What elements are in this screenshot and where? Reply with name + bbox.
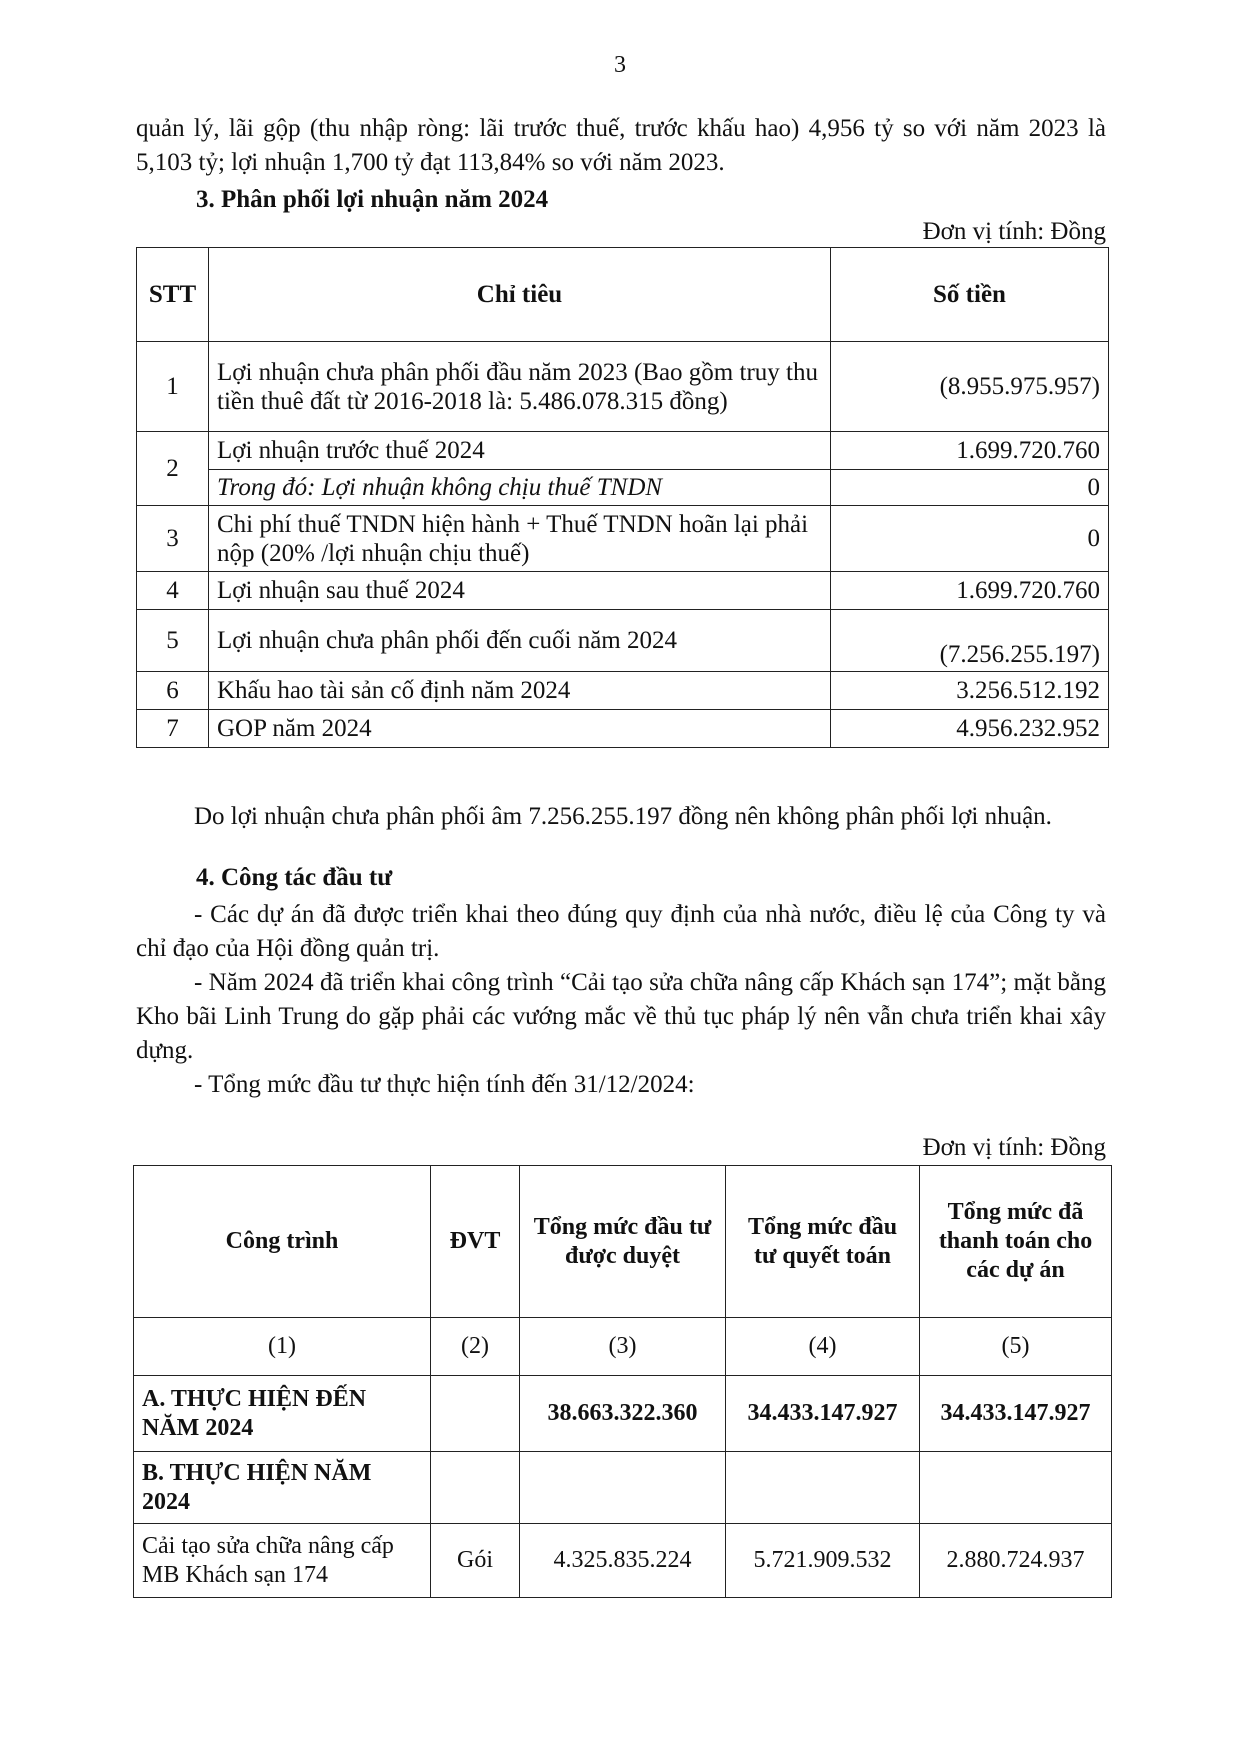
row-stt: 1 — [137, 342, 209, 432]
table-row — [137, 470, 1109, 506]
row-project: A. THỰC HIỆN ĐẾN NĂM 2024 — [134, 1376, 431, 1452]
row-project: Cải tạo sửa chữa nâng cấp MB Khách sạn 174 — [134, 1524, 431, 1598]
row-item: Khấu hao tài sản cố định năm 2024 — [209, 672, 831, 710]
table-row — [134, 1376, 1112, 1452]
unit-label-1: Đơn vị tính: Đồng — [922, 218, 1106, 245]
column-number: (5) — [920, 1318, 1112, 1376]
row-sub-item: Trong đó: Lợi nhuận không chịu thuế TNDN — [209, 470, 831, 506]
row-stt: 2 — [137, 432, 209, 506]
table-row — [137, 342, 1109, 432]
row-amount: (7.256.255.197) — [831, 610, 1109, 672]
column-number: (2) — [431, 1318, 520, 1376]
column-number: (1) — [134, 1318, 431, 1376]
row-item: Lợi nhuận trước thuế 2024 — [209, 432, 831, 470]
row-settled: 34.433.147.927 — [726, 1376, 920, 1452]
row-paid — [920, 1452, 1112, 1524]
table-row — [137, 672, 1109, 710]
row-item: Lợi nhuận chưa phân phối đến cuối năm 2024 — [209, 610, 831, 672]
section-3-heading: 3. Phân phối lợi nhuận năm 2024 — [196, 186, 549, 213]
table-row — [137, 506, 1109, 572]
row-sub-amount: 0 — [831, 470, 1109, 506]
table-row — [137, 572, 1109, 610]
header-project: Công trình — [134, 1166, 431, 1318]
header-unit: ĐVT — [431, 1166, 520, 1318]
table-row — [137, 710, 1109, 748]
row-approved — [520, 1452, 726, 1524]
row-unit — [431, 1452, 520, 1524]
row-settled — [726, 1452, 920, 1524]
table-row — [137, 610, 1109, 672]
row-approved: 4.325.835.224 — [520, 1524, 726, 1598]
row-stt: 7 — [137, 710, 209, 748]
row-stt: 3 — [137, 506, 209, 572]
page-number: 3 — [614, 52, 626, 78]
row-unit: Gói — [431, 1524, 520, 1598]
bullet-2: - Năm 2024 đã triển khai công trình “Cải tạo sửa chữa nâng cấp Khách sạn 174”; mặt bằng Kho bãi Linh Trung do gặp phải các vướng mắc về thủ tục pháp lý nên vẫn chưa triển khai xây dựng. — [136, 969, 1106, 1064]
intro-paragraph: quản lý, lãi gộp (thu nhập ròng: lãi trước thuế, trước khấu hao) 4,956 tỷ so với năm 2023 là 5,103 tỷ; lợi nhuận 1,700 tỷ đạt 113,84% so với năm 2023. — [136, 115, 1106, 176]
column-number: (3) — [520, 1318, 726, 1376]
row-amount: 3.256.512.192 — [831, 672, 1109, 710]
row-unit — [431, 1376, 520, 1452]
row-project: B. THỰC HIỆN NĂM 2024 — [134, 1452, 431, 1524]
row-amount: 4.956.232.952 — [831, 710, 1109, 748]
bullet-1: - Các dự án đã được triển khai theo đúng quy định của nhà nước, điều lệ của Công ty và chỉ đạo của Hội đồng quản trị. — [136, 901, 1106, 962]
bullet-3: - Tổng mức đầu tư thực hiện tính đến 31/12/2024: — [194, 1071, 695, 1098]
row-amount: 1.699.720.760 — [831, 572, 1109, 610]
row-amount: 1.699.720.760 — [831, 432, 1109, 470]
row-amount: (8.955.975.957) — [831, 342, 1109, 432]
column-number-row — [134, 1318, 1112, 1376]
conclusion-paragraph: Do lợi nhuận chưa phân phối âm 7.256.255.197 đồng nên không phân phối lợi nhuận. — [194, 803, 1052, 830]
header-stt: STT — [137, 248, 209, 342]
header-paid: Tổng mức đã thanh toán cho các dự án — [920, 1166, 1112, 1318]
header-amount: Số tiền — [831, 248, 1109, 342]
header-approved: Tổng mức đầu tư được duyệt — [520, 1166, 726, 1318]
profit-distribution-table — [136, 247, 1109, 748]
row-settled: 5.721.909.532 — [726, 1524, 920, 1598]
row-stt: 5 — [137, 610, 209, 672]
header-settled: Tổng mức đầu tư quyết toán — [726, 1166, 920, 1318]
row-item: Lợi nhuận sau thuế 2024 — [209, 572, 831, 610]
header-item: Chỉ tiêu — [209, 248, 831, 342]
row-amount: 0 — [831, 506, 1109, 572]
table-row — [134, 1452, 1112, 1524]
section-4-heading: 4. Công tác đầu tư — [196, 864, 393, 891]
row-paid: 2.880.724.937 — [920, 1524, 1112, 1598]
row-paid: 34.433.147.927 — [920, 1376, 1112, 1452]
row-stt: 4 — [137, 572, 209, 610]
table-row — [134, 1524, 1112, 1598]
row-stt: 6 — [137, 672, 209, 710]
investment-table — [133, 1165, 1112, 1598]
row-approved: 38.663.322.360 — [520, 1376, 726, 1452]
unit-label-2: Đơn vị tính: Đồng — [922, 1134, 1106, 1161]
table-row — [137, 432, 1109, 470]
row-item: Lợi nhuận chưa phân phối đầu năm 2023 (Bao gồm truy thu tiền thuê đất từ 2016-2018 là: 5.486.078.315 đồng) — [209, 342, 831, 432]
row-item: GOP năm 2024 — [209, 710, 831, 748]
row-item: Chi phí thuế TNDN hiện hành + Thuế TNDN hoãn lại phải nộp (20% /lợi nhuận chịu thuế) — [209, 506, 831, 572]
column-number: (4) — [726, 1318, 920, 1376]
